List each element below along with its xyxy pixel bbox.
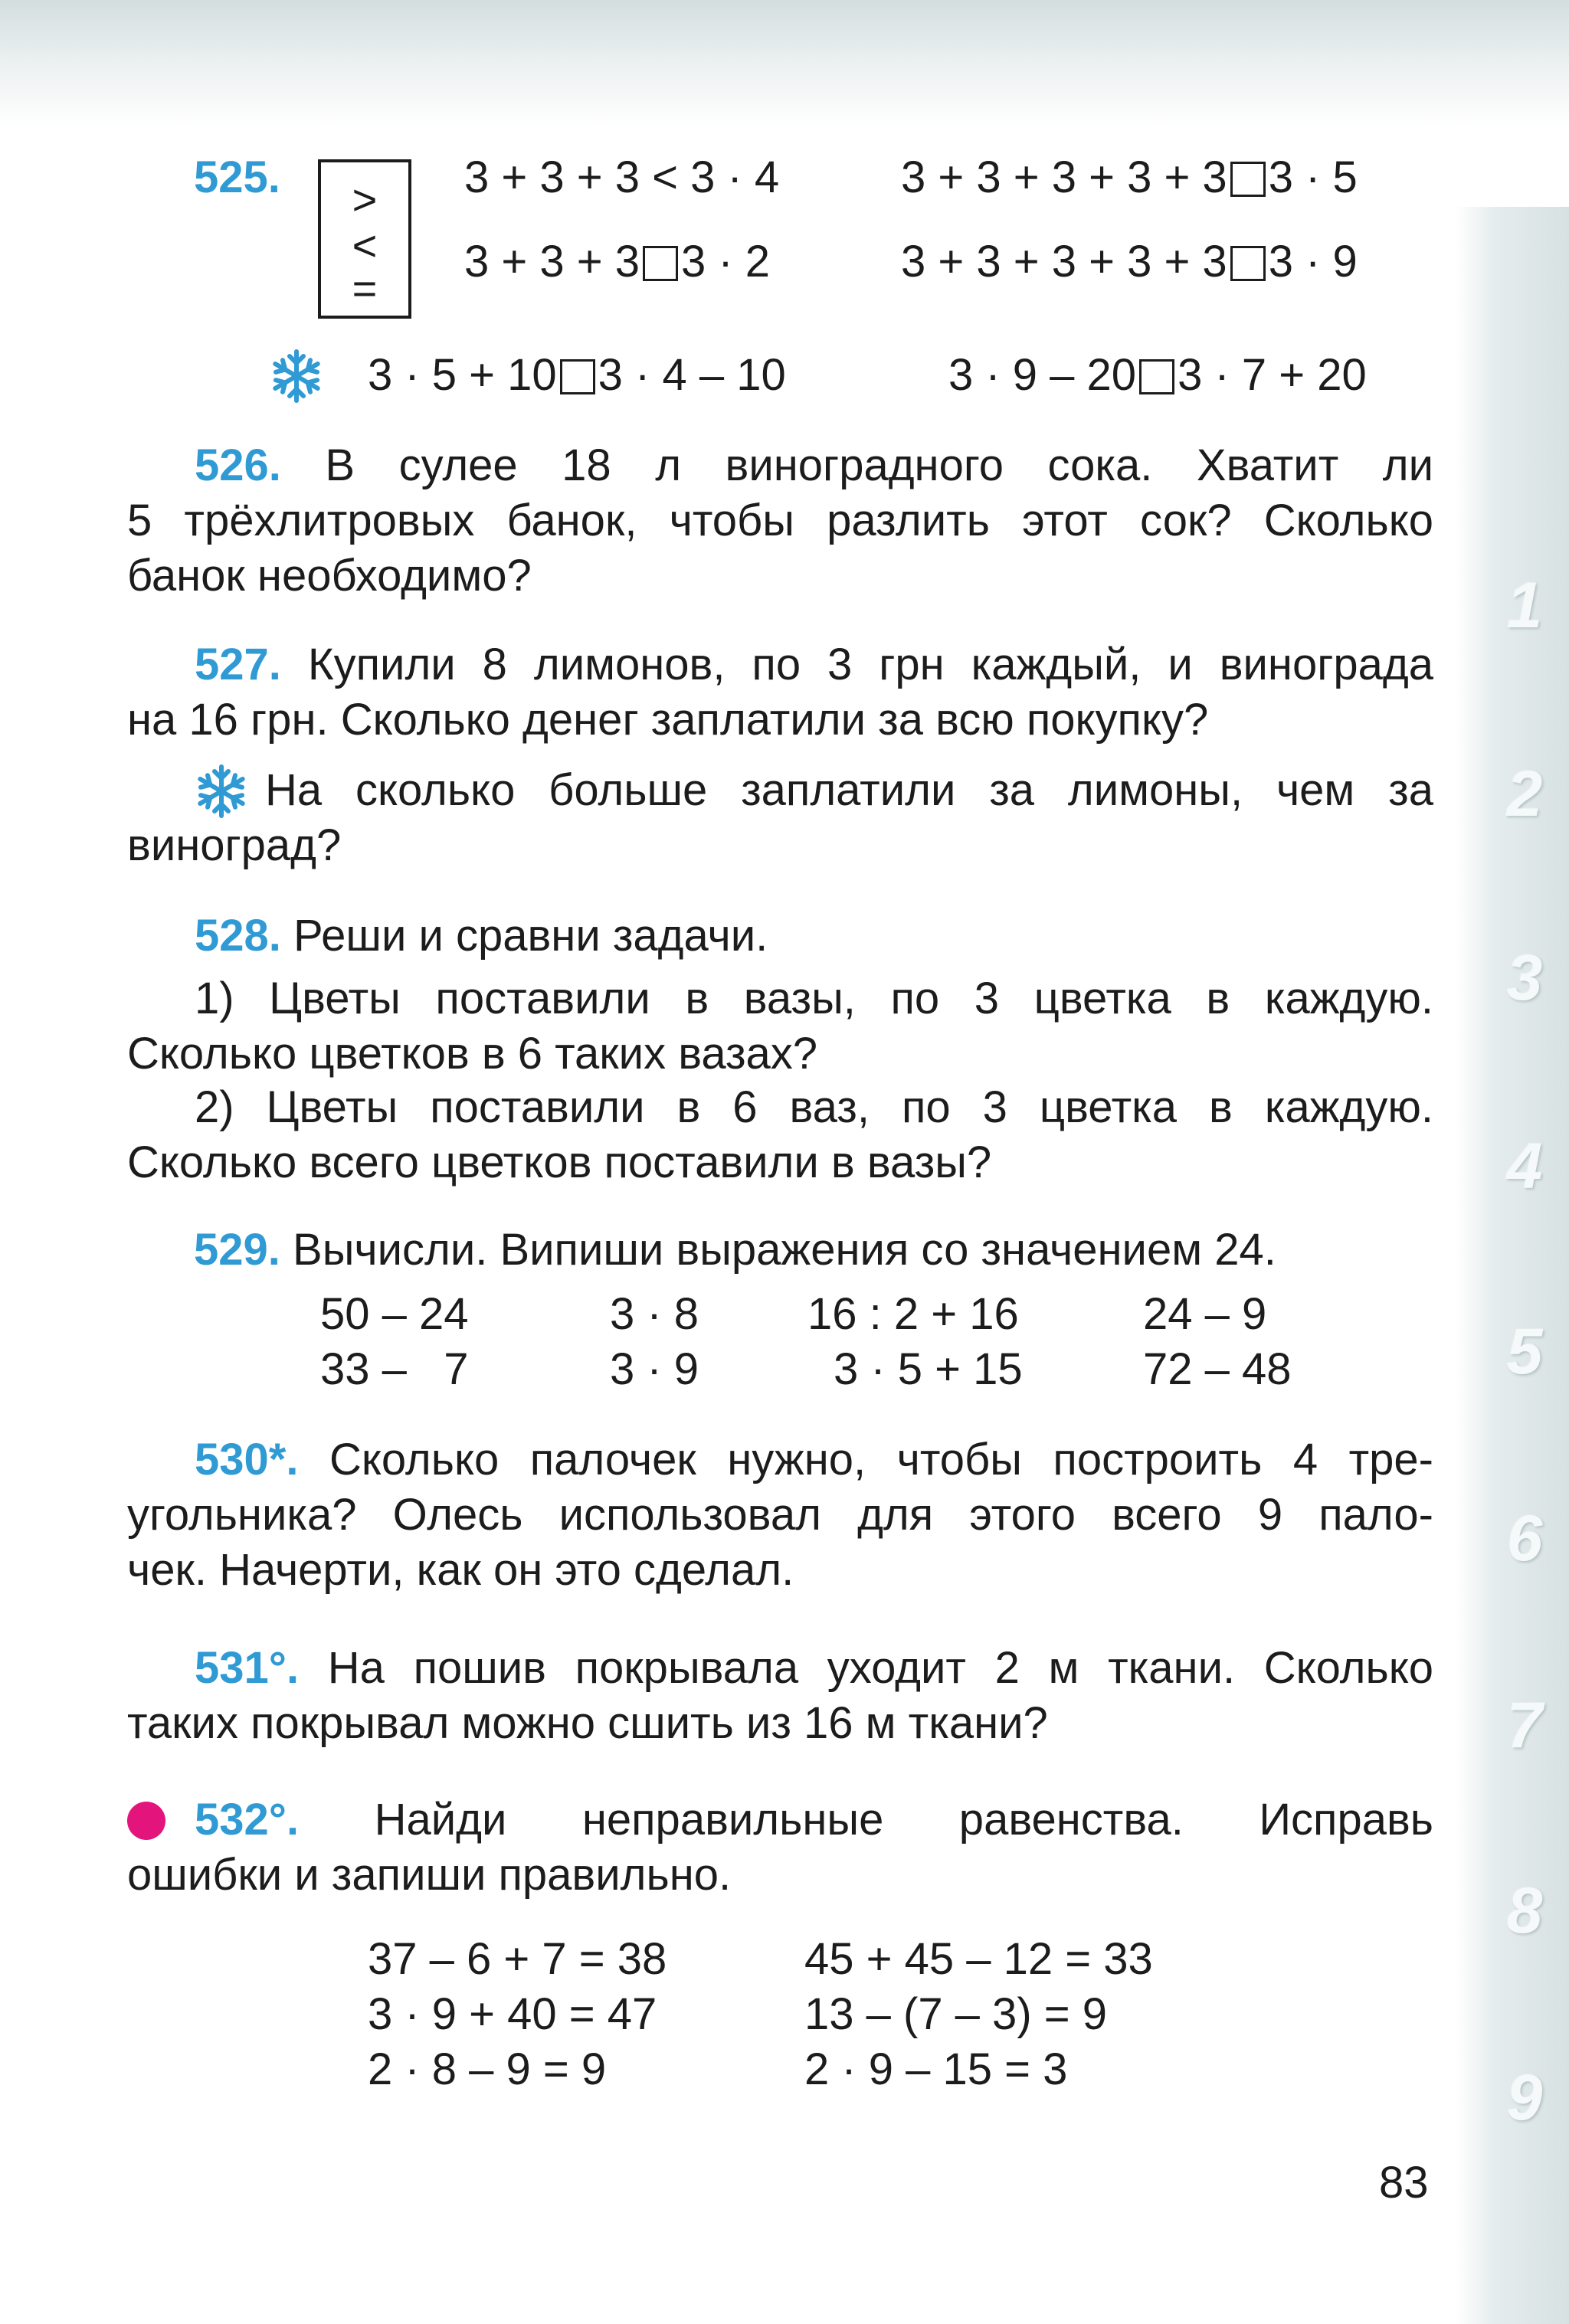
side-tab-6: 6 [1506,1502,1543,1574]
exercise-528-task-1 [127,971,1433,1082]
chapter-tab-strip [1456,207,1569,2324]
exercise-529-title: 529. Вычисли. Випиши выражения со значением 24. [194,1225,1276,1275]
equation-532-5: 13 – (7 – 3) = 9 [804,1989,1107,2039]
side-tab-1: 1 [1506,569,1543,641]
exercise-527-line-4: виноград? [127,820,342,870]
expr-525-2: 3 + 3 + 3 + 3 + 3 3 · 5 [901,152,1358,202]
snowflake-icon [268,348,325,404]
sign-greater: > [352,175,378,224]
exercise-526-line-2: 5 трёхлитровых банок, чтобы разлить этот сок? Сколько [127,496,1433,545]
exercise-526-line-1: 526. В сулее 18 л виноградного сока. Хватит ли [195,440,1433,490]
sign-equal: = [352,264,378,313]
expr-529-6: 3 · 9 [610,1344,699,1394]
exercise-526 [127,438,1433,604]
exercise-528-line-3: 2) Цветы поставили в 6 ваз, по 3 цветка в каждую. [195,1082,1433,1132]
side-tab-5: 5 [1506,1315,1543,1387]
expr-529-5: 33 – 7 [320,1344,469,1394]
expr-529-3: 16 : 2 + 16 [807,1289,1019,1339]
side-tab-4: 4 [1506,1130,1543,1202]
exercise-527-line-3: На сколько больше заплатили за лимоны, чем за [265,765,1433,815]
exercise-531 [127,1641,1433,1751]
equation-532-3: 2 · 8 – 9 = 9 [368,2044,607,2094]
answer-box[interactable] [560,359,595,394]
exercise-532-line-2: ошибки и запиши правильно. [127,1850,732,1900]
exercise-530 [127,1432,1433,1598]
exercise-528-line-4: Сколько всего цветков поставили в вазы? [127,1137,992,1187]
comparison-signs-box [318,159,411,319]
side-tab-9: 9 [1506,2061,1543,2133]
exercise-531-line-2: таких покрывал можно сшить из 16 м ткани? [127,1698,1048,1748]
side-tab-3: 3 [1506,941,1543,1013]
exercise-528-line-1: 1) Цветы поставили в вазы, по 3 цветка в каждую. [195,974,1433,1023]
side-tab-7: 7 [1506,1689,1543,1761]
equation-532-6: 2 · 9 – 15 = 3 [804,2044,1068,2094]
expr-525-6: 3 · 9 – 20 3 · 7 + 20 [948,350,1367,400]
exercise-525-number: 525. [194,152,280,202]
exercise-532-line-1: 532°. Найди неправильные равенства. Исправь [195,1795,1433,1844]
expr-529-2: 3 · 8 [610,1289,699,1339]
exercise-530-line-2: угольника? Олесь использовал для этого всего 9 пало- [127,1490,1433,1540]
exercise-527 [127,637,1433,748]
answer-box[interactable] [1230,246,1266,281]
exercise-527-line-1: 527. Купили 8 лимонов, по 3 грн каждый, и винограда [195,640,1433,689]
answer-box[interactable] [1230,162,1266,197]
exercise-532 [127,1792,1433,1903]
exercise-526-line-3: банок необходимо? [127,551,532,601]
expr-529-7: 3 · 5 + 15 [834,1344,1023,1394]
side-tab-8: 8 [1506,1874,1543,1946]
expr-529-4: 24 – 9 [1143,1289,1267,1339]
exercise-531-line-1: 531°. На пошив покрывала уходит 2 м ткани. Сколько [195,1643,1433,1693]
exercise-528-line-2: Сколько цветков в 6 таких вазах? [127,1029,818,1079]
exercise-527-line-2: на 16 грн. Сколько денег заплатили за всю покупку? [127,695,1209,745]
page-number: 83 [1379,2158,1429,2208]
answer-box[interactable] [1139,359,1174,394]
top-shadow [0,0,1569,126]
side-tab-2: 2 [1506,758,1543,830]
equation-532-1: 37 – 6 + 7 = 38 [368,1934,667,1984]
sign-less: < [352,221,378,270]
expr-529-1: 50 – 24 [320,1289,469,1339]
exercise-530-line-3: чек. Начерти, как он это сделал. [127,1545,794,1595]
expr-525-5: 3 · 5 + 10 3 · 4 – 10 [368,350,786,400]
exercise-527-extra [127,763,1433,873]
exercise-530-line-1: 530*. Сколько палочек нужно, чтобы построить 4 тре- [195,1435,1433,1484]
expr-529-8: 72 – 48 [1143,1344,1292,1394]
expr-525-1: 3 + 3 + 3 < 3 · 4 [464,152,780,202]
exercise-528-title: 528. Реши и сравни задачи. [195,911,768,961]
equation-532-4: 45 + 45 – 12 = 33 [804,1934,1153,1984]
equation-532-2: 3 · 9 + 40 = 47 [368,1989,657,2039]
exercise-528 [127,908,1433,964]
expr-525-4: 3 + 3 + 3 + 3 + 3 3 · 9 [901,237,1358,286]
expr-525-3: 3 + 3 + 3 3 · 2 [464,237,771,286]
answer-box[interactable] [643,246,678,281]
exercise-528-task-2 [127,1080,1433,1190]
